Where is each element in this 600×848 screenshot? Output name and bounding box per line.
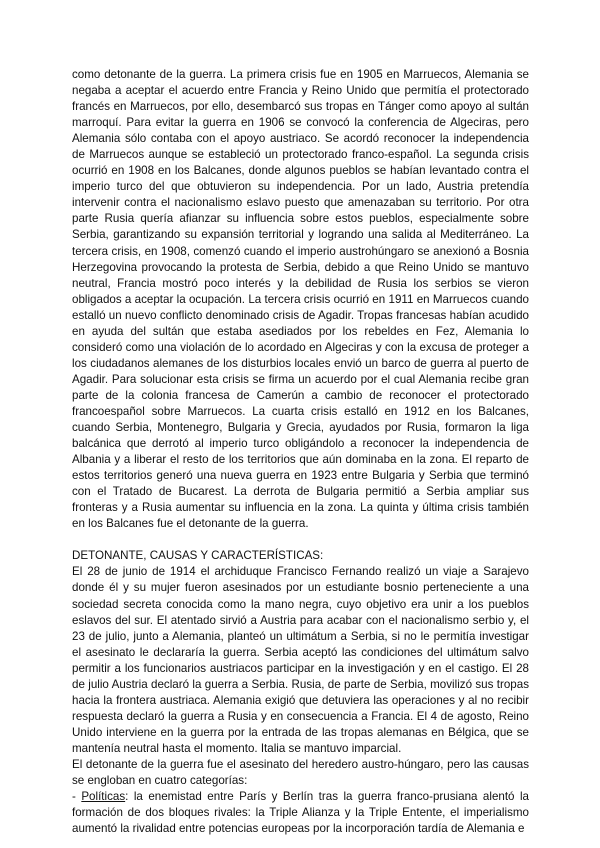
causes-list-item-politicas [72,789,529,837]
causes-item-label: Políticas [81,790,126,804]
document-page [72,67,529,837]
intro-paragraph: como detonante de la guerra. La primera crisis fue en 1905 en Marruecos, Alemania se negaba a aceptar el acuerdo entre Francia y Reino Unido que permitía el protectorado francés en Marruecos, por ello, desembarcó sus tropas en Tánger como apoyo al sultán marroquí. Para evitar la guerra en 1906 se convocó la conferencia de Algeciras, pero Alemania sólo contaba con el apoyo austriaco. Se acordó reconocer la independencia de Marruecos aunque se estableció un protectorado franco-español. La segunda crisis ocurrió en 1908 en los Balcanes, donde algunos pueblos se habían levantado contra el imperio turco del que obtuvieron su independencia. Por un lado, Austria pretendía intervenir contra el nacionalismo eslavo puesto que amenazaban su territorio. Por otra parte Rusia quería afianzar su influencia sobre estos pueblos, especialmente sobre Serbia, garantizando su expansión territorial y logrando una salida al Mediterráneo. La tercera crisis, en 1908, comenzó cuando el imperio austrohúngaro se anexionó a Bosnia Herzegovina provocando la protesta de Serbia, debido a que Reino Unido se mantuvo neutral, Francia mostró poco interés y la debilidad de Rusia los serbios se vieron obligados a aceptar la ocupación. La tercera crisis ocurrió en 1911 en Marruecos cuando estalló un nuevo conflicto denominado crisis de Agadir. Tropas francesas habían acudido en ayuda del sultán que estaba asediados por los rebeldes en Fez, Alemania lo consideró como una violación de lo acordado en Algeciras y con la excusa de proteger a los ciudadanos alemanes de los disturbios locales envió un barco de guerra al puerto de Agadir. Para solucionar esta crisis se firma un acuerdo por el cual Alemania recibe gran parte de la colonia francesa de Camerún a cambio de reconocer el protectorado francoespañol sobre Marruecos. La cuarta crisis estalló en 1912 en los Balcanes, cuando Serbia, Montenegro, Bulgaria y Grecia, ayudados por Rusia, formaron la liga balcánica que derrotó al imperio turco obligándolo a reconocer la independencia de Albania y a liberar el resto de los territorios que aún dominaba en la zona. El reparto de estos territorios generó una nueva guerra en 1923 entre Bulgaria y Serbia que terminó con el Tratado de Bucarest. La derrota de Bulgaria permitió a Serbia ampliar sus fronteras y a Rusia aumentar su influencia en la zona. La quinta y última crisis también en los Balcanes fue el detonante de la guerra. [72,68,529,531]
causes-item-text: : la enemistad entre París y Berlín tras la guerra franco-prusiana alentó la formación de dos bloques rivales: la Triple Alianza y la Triple Entente, el imperialismo aumentó la rivalidad entre potencias europeas por la incorporación tardía de Alemania e [72,790,529,836]
trigger-paragraph: El 28 de junio de 1914 el archiduque Francisco Fernando realizó un viaje a Sarajevo donde él y su mujer fueron asesinados por un estudiante bosnio perteneciente a una sociedad secreta conocida como la mano negra, cuyo objetivo era unir a los pueblos eslavos del sur. El atentado sirvió a Austria para acabar con el nacionalismo serbio y, el 23 de julio, junto a Alemania, planteó un ultimátum a Serbia, si no le permitía investigar el asesinato le declararía la guerra. Serbia aceptó las condiciones del ultimátum salvo permitir a los funcionarios austriacos participar en la investigación y en el castigo. El 28 de julio Austria declaró la guerra a Serbia. Rusia, de parte de Serbia, movilizó sus tropas hacia la frontera austriaca. Alemania exigió que detuviera las operaciones y al no recibir respuesta declaró la guerra a Rusia y en consecuencia a Francia. El 4 de agosto, Reino Unido interviene en la guerra por la entrada de las tropas alemanas en Bélgica, que se mantenía neutral hasta el momento. Italia se mantuvo imparcial. [72,565,529,755]
list-bullet: - [72,790,82,804]
section-heading: DETONANTE, CAUSAS Y CARACTERÍSTICAS: [72,549,324,563]
paragraph-gap [72,532,529,548]
causes-intro-paragraph: El detonante de la guerra fue el asesinato del heredero austro-húngaro, pero las causas se engloban en cuatro categorías: [72,757,529,788]
